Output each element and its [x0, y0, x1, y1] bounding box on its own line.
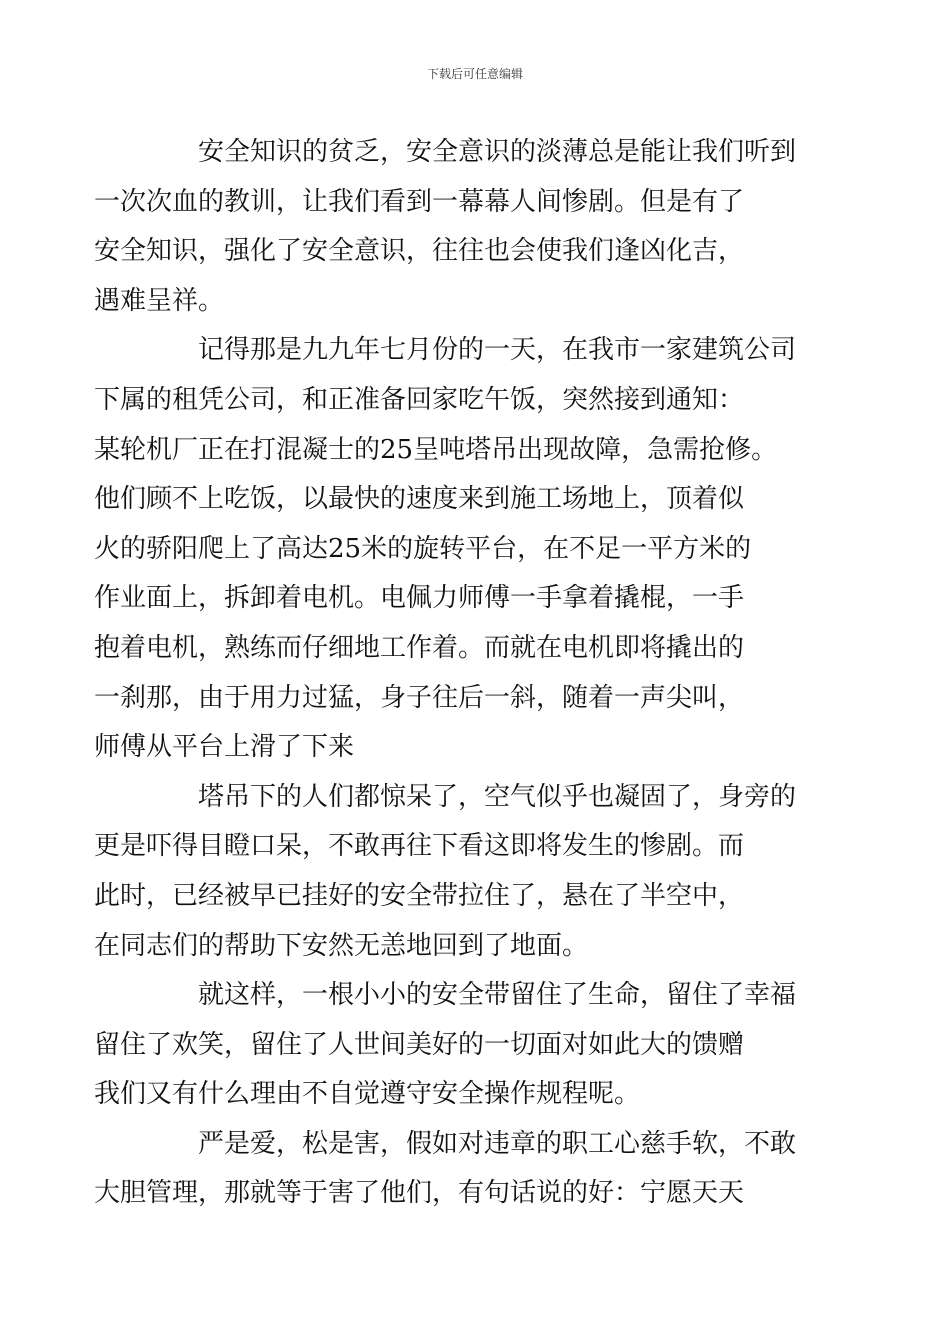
document-body [94, 128, 826, 1219]
text-line: 下属的租凭公司，和正准备回家吃午饭，突然接到通知： [94, 384, 745, 415]
text-line: 塔吊下的人们都惊呆了，空气似乎也凝固了，身旁的 [198, 781, 797, 812]
text-line: 火的骄阳爬上了高达25米的旋转平台，在不足一平方米的 [94, 533, 752, 564]
text-line: 安全知识的贫乏，安全意识的淡薄总是能让我们听到 [198, 137, 797, 167]
text-line: 遇难呈祥。 [94, 285, 225, 316]
paragraph [94, 128, 826, 326]
paragraph [94, 971, 826, 1120]
text-line: 大胆管理，那就等于害了他们，有句话说的好：宁愿天天 [94, 1178, 745, 1209]
paragraph [94, 326, 826, 772]
text-line: 我们又有什么理由不自觉遵守安全操作规程呢。 [94, 1079, 641, 1110]
text-line: 某轮机厂正在打混凝士的25呈吨塔吊出现故障，急需抢修。 [94, 434, 778, 465]
page-header: 下载后可任意编辑 [426, 67, 523, 81]
text-line: 此时，已经被早已挂好的安全带拉住了，悬在了半空中， [94, 880, 745, 911]
text-line: 一刹那，由于用力过猛，身子往后一斜，随着一声尖叫， [94, 682, 745, 713]
paragraph [94, 773, 826, 971]
text-line: 作业面上，拆卸着电机。电佩力师傅一手拿着撬棍，一手 [94, 583, 745, 614]
text-line: 就这样，一根小小的安全带留住了生命，留住了幸福 [198, 980, 797, 1011]
paragraph [94, 1120, 826, 1219]
text-line: 留住了欢笑，留住了人世间美好的一切面对如此大的馈赠 [94, 1029, 745, 1060]
text-line: 师傅从平台上滑了下来 [94, 732, 355, 763]
text-line: 记得那是九九年七月份的一天，在我市一家建筑公司 [198, 335, 797, 366]
text-line: 他们顾不上吃饭，以最快的速度来到施工场地上，顶着似 [94, 484, 745, 515]
text-line: 在同志们的帮助下安然无恙地回到了地面。 [94, 930, 589, 961]
text-line: 更是吓得目瞪口呆，不敢再往下看这即将发生的惨剧。而 [94, 831, 745, 862]
text-line: 一次次血的教训，让我们看到一幕幕人间惨剧。但是有了 [94, 186, 745, 217]
text-line: 严是爱，松是害，假如对违章的职工心慈手软，不敢 [198, 1128, 797, 1159]
text-line: 安全知识，强化了安全意识，往往也会使我们逢凶化吉， [94, 236, 745, 267]
text-line: 抱着电机，熟练而仔细地工作着。而就在电机即将撬出的 [94, 632, 745, 663]
